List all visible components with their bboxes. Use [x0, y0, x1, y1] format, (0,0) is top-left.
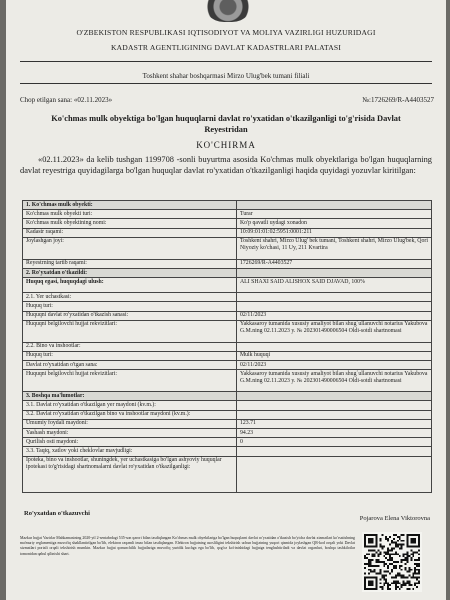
row-label: 3.1. Davlat ro'yxatidan o'tkazilgan yer maydoni (kv.m.):	[23, 401, 237, 410]
table-row	[23, 228, 432, 237]
table-row	[23, 259, 432, 268]
table-row	[23, 370, 432, 392]
row-value	[237, 447, 432, 456]
table-row	[23, 410, 432, 419]
row-label: Huquqni belgilovchi hujjat rekvizitlari:	[23, 320, 237, 342]
row-label: 3. Boshqa ma'lumotlar:	[23, 392, 237, 401]
row-value	[237, 342, 432, 351]
row-label: Huquq egasi, huquqdagi ulush:	[23, 278, 237, 293]
agency-heading: KADASTR AGENTLIGINING DAVLAT KADASTRLARI PALATASI	[110, 43, 342, 52]
table-row	[23, 311, 432, 320]
table-row	[23, 401, 432, 410]
row-label: 2. Ro'yxatdan o'tkazildi:	[23, 268, 237, 277]
registrar-label: Ro'yxatdan o'tkazuvchi	[24, 510, 90, 517]
registry-table	[22, 200, 432, 493]
row-value: 123.71	[237, 419, 432, 428]
row-label: Ipoteka, bino va inshootlar, shuningdek, yer uchastkasiga bo'lgan ashyoviy huquqlar ipotekasi to'g'risidagi shartnomalarni davlat ro'yxatidan o'tkazilganligi:	[23, 456, 237, 492]
state-emblem-icon	[202, 0, 254, 22]
row-value	[237, 456, 432, 492]
table-row	[23, 293, 432, 302]
table-row	[23, 351, 432, 360]
row-value: Toshkent shahri, Mirzo Ulug' bek tumani, Toshkent shahri, Mirzo Ulug'bek, Qori Niyoziy ko'chasi, 11 Uy, 211 Kvartira	[237, 237, 432, 259]
row-value: Turar	[237, 210, 432, 219]
row-value: ALI SHAXI SAID ALISHOX SAID DJAVAD, 100%	[237, 278, 432, 293]
row-value: Yakkasaroy tumanida xususiy amaliyot bilan shug`ullanuvchi notarius Yakubova G.M.ning 02.11.2023 y. № 202301490006504 Oldi-sotdi shartnomasi	[237, 370, 432, 392]
document-subtitle: KO'CHIRMA	[196, 140, 256, 150]
table-row	[23, 210, 432, 219]
row-value: 94.23	[237, 429, 432, 438]
row-label: Ko'chmas mulk obyekti turi:	[23, 210, 237, 219]
qr-code-icon[interactable]	[362, 532, 422, 592]
registry-table-body	[23, 201, 432, 493]
table-row	[23, 302, 432, 311]
row-value: Ko'p qavatli uydagi xonadon	[237, 219, 432, 228]
row-label: Yashash maydoni:	[23, 429, 237, 438]
row-label: 2.2. Bino va inshootlar:	[23, 342, 237, 351]
row-label: Huquq turi:	[23, 302, 237, 311]
row-label: Kadastr raqami:	[23, 228, 237, 237]
table-row	[23, 237, 432, 259]
document-page	[6, 0, 446, 600]
row-label: 3.3. Taqiq, xatlov yoki cheklovlar mavjudligi:	[23, 447, 237, 456]
row-value	[237, 293, 432, 302]
table-section-row	[23, 268, 432, 277]
row-label: Joylashgan joyi:	[23, 237, 237, 259]
row-value	[237, 410, 432, 419]
row-label: 3.2. Davlat ro'yxatidan o'tkazilgan bino va inshootlar maydoni (kv.m.):	[23, 410, 237, 419]
row-label: Ko'chmas mulk obyektining nomi:	[23, 219, 237, 228]
registrar-name: Pojarova Elena Viktorovna	[359, 515, 430, 522]
document-title: Ko'chmas mulk obyektiga bo'lgan huquqlarni davlat ro'yxatidan o'tkazilganligi to'g'risida Davlat Reyestridan	[51, 114, 401, 134]
table-row	[23, 429, 432, 438]
row-value: 02/11/2023	[237, 311, 432, 320]
table-row	[23, 219, 432, 228]
row-value: 1726269/R-A4403527	[237, 259, 432, 268]
row-value: 10:09:01:01:02:5951:0001:211	[237, 228, 432, 237]
table-row	[23, 438, 432, 447]
row-value: Mulk huquqi	[237, 351, 432, 360]
row-label: Huquq turi:	[23, 351, 237, 360]
ministry-heading: O'ZBEKISTON RESPUBLIKASI IQTISODIYOT VA MOLIYA VAZIRLIGI HUZURIDAGI	[76, 28, 376, 37]
row-label: Huquqni belgilovchi hujjat rekvizitlari:	[23, 370, 237, 392]
row-value	[237, 268, 432, 277]
document-number: №:1726269/R-A4403527	[362, 96, 434, 104]
row-label: Umumiy foydali maydoni:	[23, 419, 237, 428]
table-section-row	[23, 201, 432, 210]
row-label: Huquqni davlat ro'yxatidan o'tkazish sanasi:	[23, 311, 237, 320]
row-label: 2.1. Yer uchastkasi:	[23, 293, 237, 302]
table-row	[23, 447, 432, 456]
table-row	[23, 278, 432, 293]
branch-heading: Toshkent shahar boshqarmasi Mirzo Ulug'bek tumani filiali	[142, 72, 310, 80]
row-value	[237, 302, 432, 311]
row-value: 0	[237, 438, 432, 447]
row-value: Yakkasaroy tumanida xususiy amaliyot bilan shug`ullanuvchi notarius Yakubova G.M.ning 02.11.2023 y. № 202301490006504 Oldi-sotdi shartnomasi	[237, 320, 432, 342]
table-row	[23, 361, 432, 370]
row-label: Davlat ro'yxatidan o'tgan sana:	[23, 361, 237, 370]
table-row	[23, 320, 432, 342]
header-divider	[20, 61, 432, 62]
table-row	[23, 456, 432, 492]
table-row	[23, 342, 432, 351]
table-row	[23, 419, 432, 428]
intro-paragraph: «02.11.2023» da kelib tushgan 1199708 -sonli buyurtma asosida Ko'chmas mulk obyektlariga bo'lgan huquqlarning davlat reyestriga quyidagilarga bo'lgan huquqlar davlat ro'yxatidan o'tkazilganligi haqida quyidagi yozuvlar kiritilgan:	[20, 155, 432, 175]
row-value	[237, 392, 432, 401]
table-section-row	[23, 392, 432, 401]
legal-footnote: Mazkur hujjat Vazirlar Mahkamasining 2020-yil 2-sentabrdagi 535-son qarori bilan tasdiqlangan Ko'chmas mulk obyektlariga bo'lgan huquqlarni davlat ro'yxatidan o'tkazish bo'yicha davlat xizmatlari ko'rsatishning ma'muriy reglamentiga muvofiq shakllantirilgan bo'lib, elektron raqamli imzo bilan tasdiqlangan. Elektron hujjatning asosliligini tekshirish uchun hujjatning yuqori qismida joylashgan QR-kod orqali yoki Davlat xizmatlari portali orqali tekshirish mumkin. Mazkur hujjat qonunchilik hujjatlariga muvofiq yuridik kuchga ega bo'lib, qog'oz ko'rinishidagi hujjatga tenglashtiriladi va davlat organlari, boshqa tashkilotlar tomonidan qabul qilinishi shart.	[20, 536, 355, 556]
print-date: Chop etilgan sana: «02.11.2023»	[20, 96, 113, 104]
row-label: Reyestrning tartib raqami:	[23, 259, 237, 268]
row-value	[237, 201, 432, 210]
row-label: 1. Ko'chmas mulk obyekti:	[23, 201, 237, 210]
branch-divider	[20, 83, 432, 84]
row-value: 02/11/2023	[237, 361, 432, 370]
row-value	[237, 401, 432, 410]
row-label: Qurilish osti maydoni:	[23, 438, 237, 447]
